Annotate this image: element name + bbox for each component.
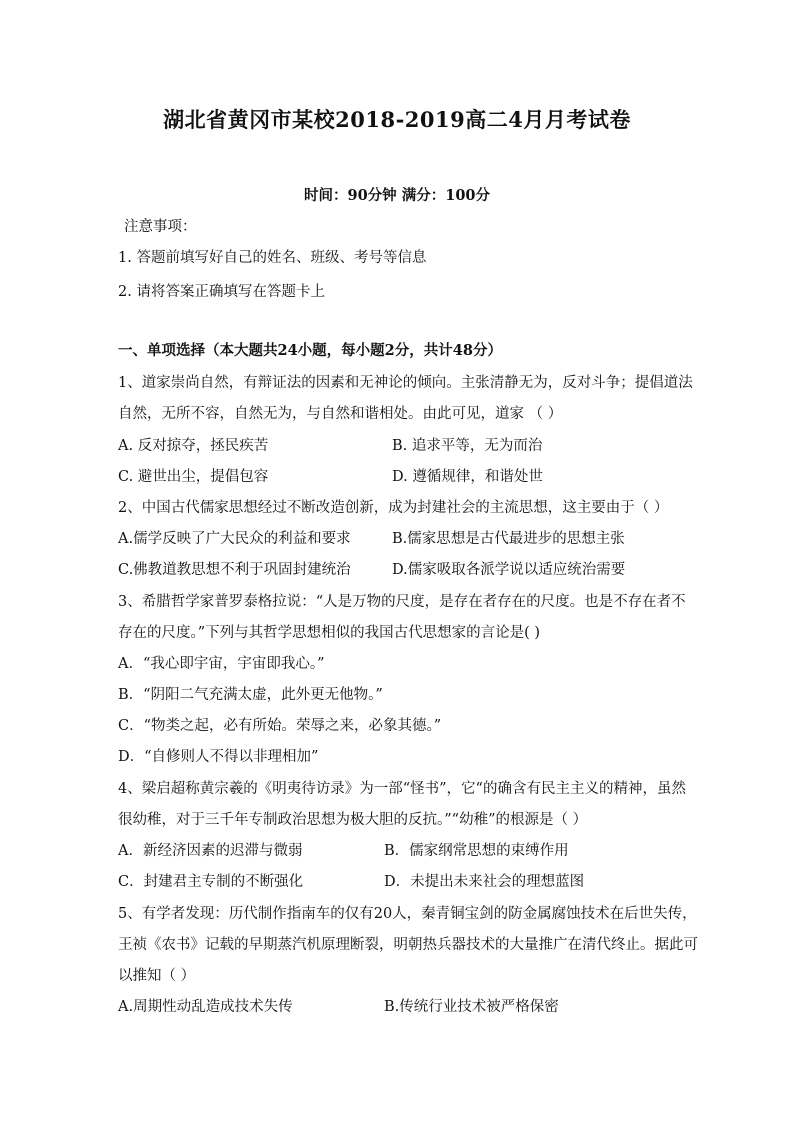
question-1-line: 自然，无所不容，自然无为，与自然和谐相处。由此可见，道家 （ ）	[118, 406, 563, 422]
question-2-option-d: D.儒家吸取各派学说以适应统治需要	[392, 562, 626, 578]
question-1-option-b: B. 追求平等，无为而治	[392, 438, 543, 454]
question-3-option-d: D．“自修则人不得以非理相加”	[118, 749, 319, 765]
question-1-option-c: C. 避世出尘，提倡包容	[118, 469, 269, 485]
question-5-option-b: B.传统行业技术被严格保密	[384, 999, 559, 1015]
question-1-line: 1、道家崇尚自然，有辩证法的因素和无神论的倾向。主张清静无为，反对斗争；提倡道法	[118, 375, 693, 391]
question-3-option-b: B．“阴阳二气充满太虚，此外更无他物。”	[118, 687, 383, 703]
question-4-line: 很幼稚，对于三千年专制政治思想为极大胆的反抗。”“幼稚”的根源是（ ）	[118, 812, 588, 828]
question-1-option-d: D. 遵循规律，和谐处世	[392, 469, 543, 485]
time-score-line: 时间：90分钟 满分：100分	[304, 187, 490, 204]
question-2-option-b: B.儒家思想是古代最进步的思想主张	[392, 531, 625, 547]
question-4-option-b: B．儒家纲常思想的束缚作用	[384, 843, 569, 859]
question-3-line: 存在的尺度。”下列与其哲学思想相似的我国古代思想家的言论是( )	[118, 625, 541, 641]
exam-title: 湖北省黄冈市某校2018-2019高二4月月考试卷	[163, 107, 631, 132]
question-1-option-a: A. 反对掠夺，拯民疾苦	[118, 438, 269, 454]
notice-item: 2. 请将答案正确填写在答题卡上	[118, 284, 325, 300]
question-4-line: 4、梁启超称黄宗羲的《明夷待访录》为一部“怪书”，它“的确含有民主主义的精神，虽然	[118, 781, 686, 797]
question-4-option-d: D．未提出未来社会的理想蓝图	[384, 874, 585, 890]
question-2-option-a: A.儒学反映了广大民众的利益和要求	[118, 531, 351, 547]
question-5-line: 王祯《农书》记载的早期蒸汽机原理断裂，明朝热兵器技术的大量推广在清代终止。据此可	[118, 937, 698, 953]
question-4-option-a: A．新经济因素的迟滞与微弱	[118, 843, 303, 859]
section-heading: 一、单项选择（本大题共24小题，每小题2分，共计48分）	[118, 342, 502, 359]
question-3-line: 3、希腊哲学家普罗泰格拉说：“人是万物的尺度，是存在者存在的尺度。也是不存在者不	[118, 594, 686, 610]
notice-heading: 注意事项：	[124, 219, 197, 235]
question-5-option-a: A.周期性动乱造成技术失传	[118, 999, 293, 1015]
question-2-line: 2、中国古代儒家思想经过不断改造创新，成为封建社会的主流思想，这主要由于（ ）	[118, 500, 669, 516]
question-3-option-a: A．“我心即宇宙，宇宙即我心。”	[118, 656, 325, 672]
question-4-option-c: C．封建君主专制的不断强化	[118, 874, 304, 890]
question-5-line: 5、有学者发现：历代制作指南车的仅有20人，秦青铜宝剑的防金属腐蚀技术在后世失传，	[118, 906, 697, 922]
question-2-option-c: C.佛教道教思想不利于巩固封建统治	[118, 562, 351, 578]
question-5-line: 以推知（ ）	[118, 968, 196, 984]
question-3-option-c: C．“物类之起，必有所始。荣辱之来，必象其德。”	[118, 718, 442, 734]
notice-item: 1. 答题前填写好自己的姓名、班级、考号等信息	[118, 250, 427, 266]
